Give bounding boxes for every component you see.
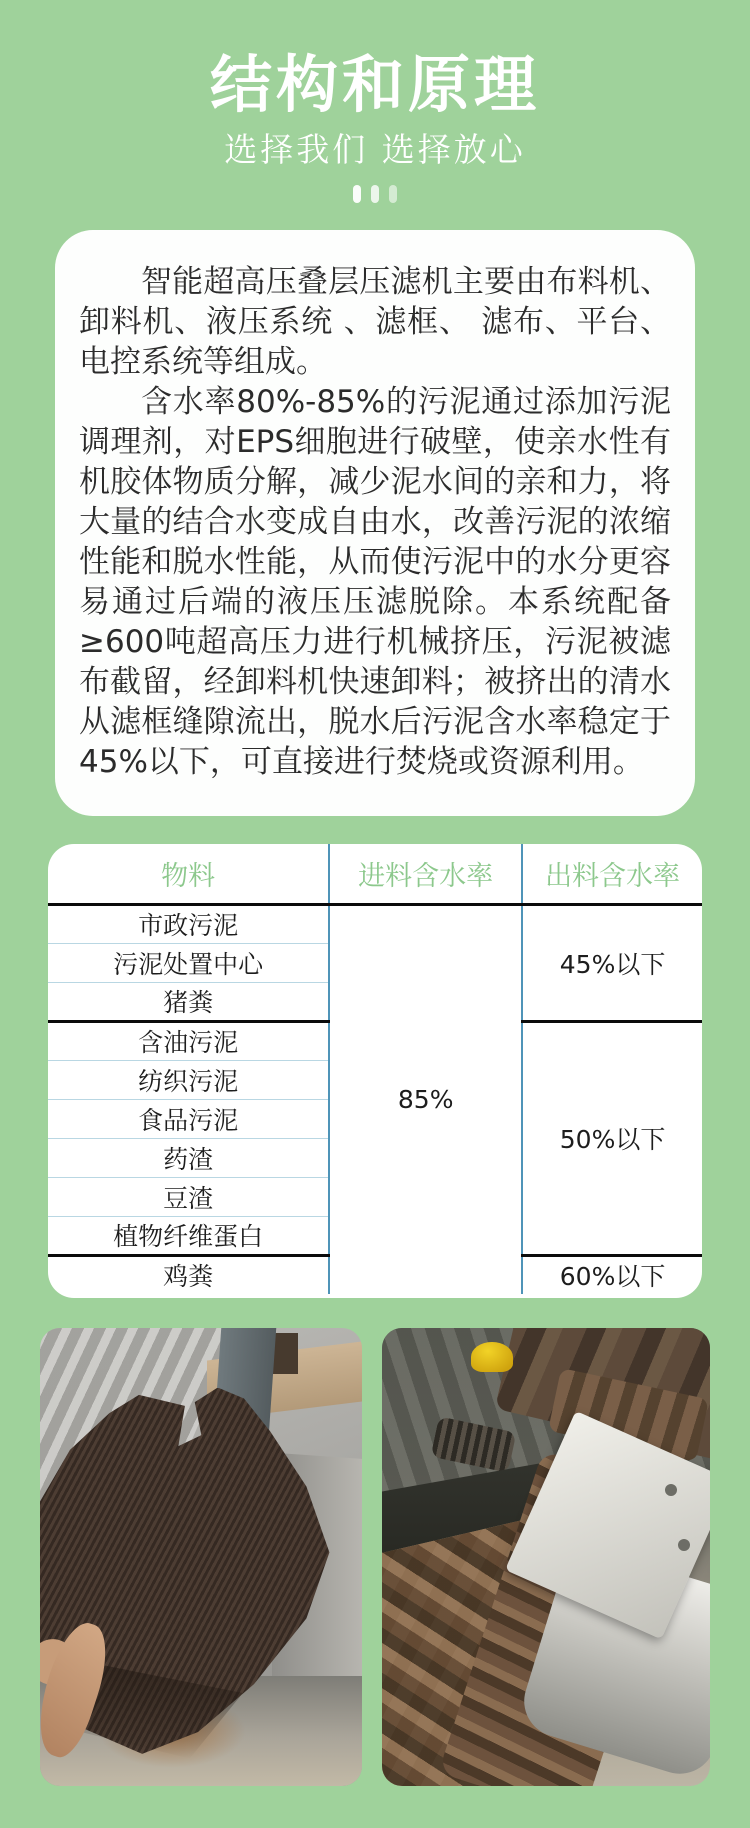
hero-section xyxy=(0,0,750,204)
header-output-moisture: 出料含水率 xyxy=(522,844,702,904)
material-cell: 食品污泥 xyxy=(48,1099,329,1138)
output-moisture-cell: 60%以下 xyxy=(559,1262,666,1292)
material-cell: 含油污泥 xyxy=(48,1021,329,1060)
divider-bars-icon xyxy=(0,184,750,204)
intro-card xyxy=(55,230,695,816)
moisture-spec-table xyxy=(48,844,702,1294)
header-feed-moisture: 进料含水率 xyxy=(329,844,522,904)
intro-paragraph-2: 含水率80%-85%的污泥通过添加污泥调理剂，对EPS细胞进行破壁，使亲水性有机胶体物质分解，减少泥水间的亲和力，将大量的结合水变成自由水，改善污泥的浓缩性能和脱水性能，从而使污泥中的水分更容易通过后端的液压压滤脱除。本系统配备≥600吨超高压力进行机械挤压，污泥被滤布截留，经卸料机快速卸料；被挤出的清水从滤框缝隙流出，脱水后污泥含水率稳定于45%以下，可直接进行焚烧或资源利用。 xyxy=(79,384,671,780)
header-material: 物料 xyxy=(48,844,329,904)
table-header-row xyxy=(48,844,702,904)
output-moisture-cell: 50%以下 xyxy=(522,1021,702,1255)
material-cell: 豆渣 xyxy=(48,1177,329,1216)
divider-bar-icon xyxy=(389,185,397,203)
photo-gallery xyxy=(40,1328,710,1786)
page-subtitle: 选择我们 选择放心 xyxy=(224,130,526,169)
divider-bar-icon xyxy=(353,185,361,203)
feed-moisture-cell: 85% xyxy=(329,904,522,1294)
yellow-hardhat xyxy=(471,1342,513,1372)
material-cell: 植物纤维蛋白 xyxy=(48,1216,329,1255)
divider-bar-icon xyxy=(371,185,379,203)
plate-bolt-hole xyxy=(678,1539,690,1551)
material-cell: 纺织污泥 xyxy=(48,1060,329,1099)
material-cell: 污泥处置中心 xyxy=(48,943,329,982)
material-cell: 猪粪 xyxy=(48,982,329,1021)
page-title: 结构和原理 xyxy=(209,48,540,121)
material-cell: 鸡粪 xyxy=(163,1262,214,1292)
material-cell: 药渣 xyxy=(48,1138,329,1177)
table-row xyxy=(48,904,702,943)
intro-paragraph-1: 智能超高压叠层压滤机主要由布料机、卸料机、液压系统 、滤框、 滤布、平台、 电控系统等组成。 xyxy=(79,264,671,380)
photo-sludge-cake-hand xyxy=(40,1328,362,1786)
moisture-spec-table-card xyxy=(48,844,702,1298)
plate-bolt-hole xyxy=(665,1484,677,1496)
photo-discharge-roller xyxy=(382,1328,710,1786)
output-moisture-cell: 45%以下 xyxy=(522,904,702,1021)
material-cell: 市政污泥 xyxy=(48,904,329,943)
